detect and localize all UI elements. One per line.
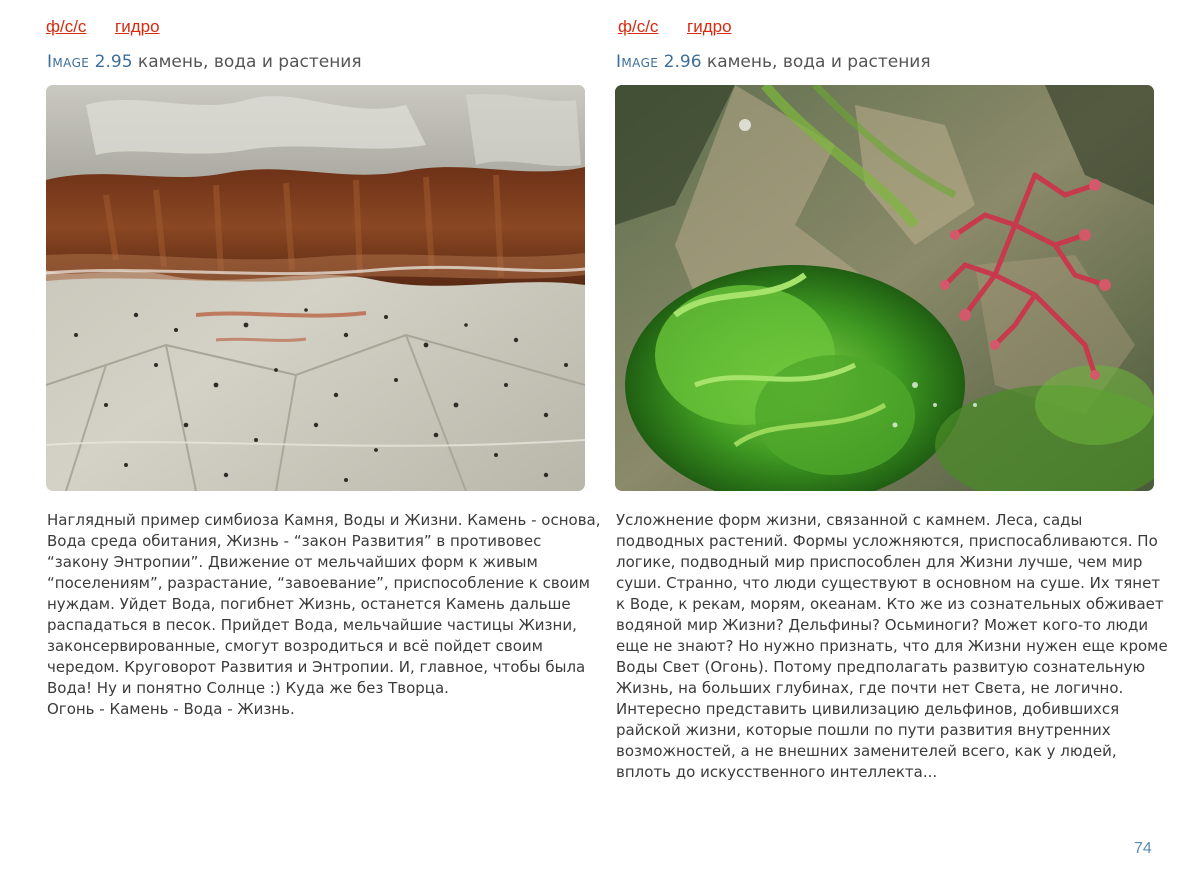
right-caption-label: Image (616, 52, 659, 72)
left-photo-stone-water (46, 85, 585, 491)
right-description (616, 510, 1168, 783)
right-photo-underwater-plants (615, 85, 1154, 491)
left-image-caption (47, 52, 362, 72)
right-link-hydro[interactable]: гидро (687, 17, 732, 36)
text-line: райской жизни, которые пошли по пути развития внутренних (616, 721, 1111, 739)
right-caption-text: камень, вода и растения (706, 52, 931, 72)
text-line: Интересно представить цивилизацию дельфинов, добившихся (616, 700, 1120, 718)
text-line: распадаться в песок. Прийдет Вода, мельчайшие частицы Жизни, (47, 616, 577, 634)
text-line: Вода! Ну и понятно Солнце :) Куда же без Творца. (47, 679, 449, 697)
text-line: Огонь - Камень - Вода - Жизнь. (47, 700, 295, 718)
text-line: возможностей, а не внешних заменителей всего, как у людей, (616, 742, 1117, 760)
text-line: Вода среда обитания, Жизнь - “закон Развития” в противовес (47, 532, 542, 550)
left-caption-text: камень, вода и растения (137, 52, 362, 72)
text-line: водяной мир Жизни? Дельфины? Осьминоги? Может кого-то люди (616, 616, 1149, 634)
text-line: логике, подводный мир приспособлен для Жизни лучше, чем мир (616, 553, 1143, 571)
text-line: подводных растений. Формы усложняются, приспосабливаются. По (616, 532, 1158, 550)
text-line: суши. Странно, что люди существуют в основном на суше. Их тянет (616, 574, 1161, 592)
text-line: нуждам. Уйдет Вода, погибнет Жизнь, останется Камень дальше (47, 595, 571, 613)
right-image-caption (616, 52, 931, 72)
text-line: “поселениям”, разрастание, “завоевание”, приспособление к своим (47, 574, 590, 592)
left-caption-number: 2.95 (94, 52, 133, 72)
left-description (47, 510, 601, 720)
right-link-fss[interactable]: ф/с/с (618, 17, 659, 36)
text-line: вплоть до искусственного интеллекта... (616, 763, 938, 781)
text-line: Наглядный пример симбиоза Камня, Воды и Жизни. Камень - основа, (47, 511, 601, 529)
text-line: Жизнь, на больших глубинах, где почти нет Света, не логично. (616, 679, 1124, 697)
left-caption-label: Image (47, 52, 90, 72)
left-link-hydro[interactable]: гидро (115, 17, 160, 36)
text-line: Усложнение форм жизни, связанной с камнем. Леса, сады (616, 511, 1083, 529)
page-number: 74 (1134, 840, 1152, 857)
left-link-fss[interactable]: ф/с/с (46, 17, 87, 36)
text-line: чередом. Круговорот Развития и Энтропии. И, главное, чтобы была (47, 658, 586, 676)
text-line: Воды Свет (Огонь). Потому предполагать развитую сознательную (616, 658, 1146, 676)
text-line: законсервированные, смогут возродиться и всё пойдет своим (47, 637, 543, 655)
text-line: еще не знают? Но нужно признать, что для Жизни нужен еще кроме (616, 637, 1168, 655)
right-caption-number: 2.96 (663, 52, 702, 72)
text-line: “закону Энтропии”. Движение от мельчайших форм к живым (47, 553, 538, 571)
text-line: к Воде, к рекам, морям, океанам. Кто же из сознательных обживает (616, 595, 1164, 613)
